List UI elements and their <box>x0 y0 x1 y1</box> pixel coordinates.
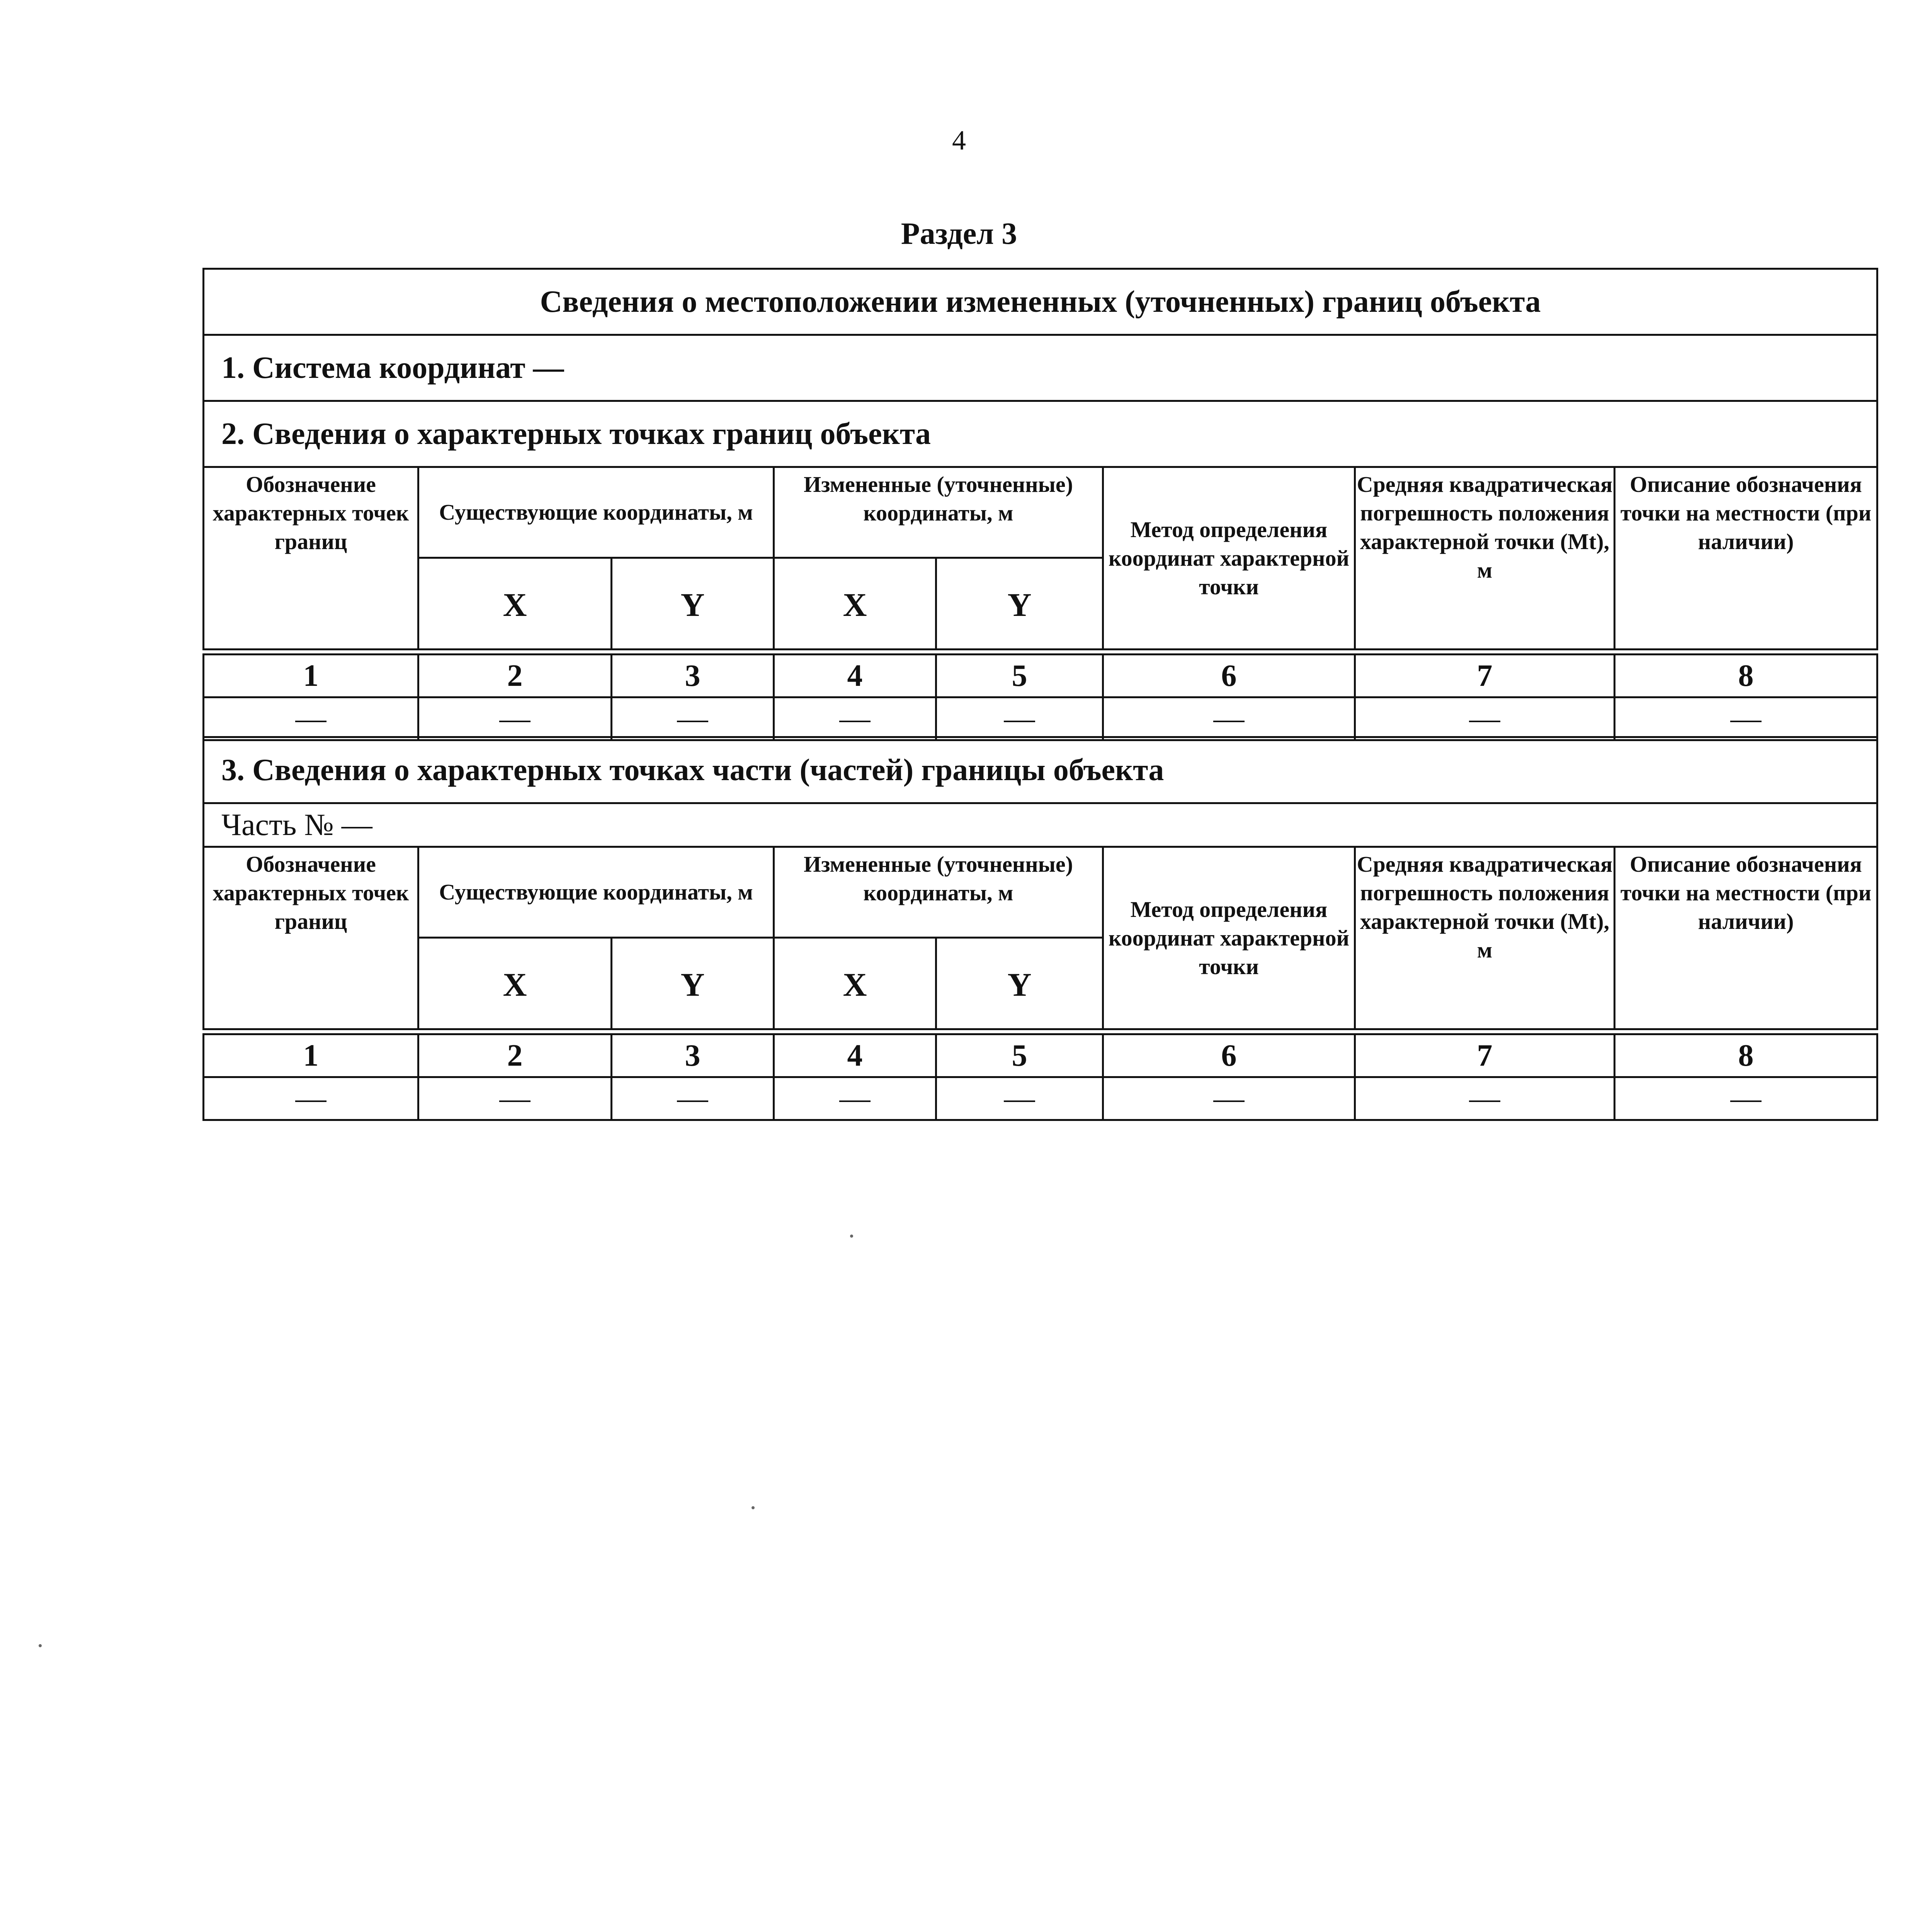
column-number: 3 <box>612 1034 774 1077</box>
table-cell: — <box>774 697 936 740</box>
table-cell: — <box>1355 1077 1615 1120</box>
table-cell: — <box>418 697 612 740</box>
column-number: 1 <box>204 655 418 697</box>
part3-title: 3. Сведения о характерных точках части (частей) границы объекта <box>204 737 1877 803</box>
header-changed-coords: Измененные (уточненные) координаты, м <box>774 847 1103 938</box>
table-cell: — <box>1103 1077 1355 1120</box>
part-points-table <box>202 736 1878 1121</box>
column-number: 8 <box>1615 655 1877 697</box>
table-cell: — <box>612 697 774 740</box>
column-number: 2 <box>418 655 612 697</box>
column-number: 4 <box>774 1034 936 1077</box>
column-number: 3 <box>612 655 774 697</box>
header-changed-x: X <box>774 558 936 650</box>
table-cell: — <box>936 1077 1103 1120</box>
part-number: Часть № — <box>204 803 1877 847</box>
column-number: 2 <box>418 1034 612 1077</box>
header-method: Метод определения координат характерной точки <box>1103 467 1355 650</box>
boundary-points-table <box>202 268 1878 741</box>
header-point-designation: Обозначение характерных точек границ <box>204 847 418 1029</box>
table-title: Сведения о местоположении измененных (уточненных) границ объекта <box>204 269 1877 335</box>
table-cell: — <box>1355 697 1615 740</box>
column-number: 4 <box>774 655 936 697</box>
column-number: 6 <box>1103 1034 1355 1077</box>
column-number-row <box>204 1034 1877 1077</box>
header-description: Описание обозначения точки на местности (при наличии) <box>1615 467 1877 650</box>
table-cell: — <box>1615 697 1877 740</box>
header-existing-coords: Существующие координаты, м <box>418 847 774 938</box>
table-cell: — <box>612 1077 774 1120</box>
table-row <box>204 697 1877 740</box>
header-changed-y: Y <box>936 938 1103 1029</box>
header-existing-y: Y <box>612 558 774 650</box>
header-existing-x: X <box>418 558 612 650</box>
page-number: 4 <box>952 125 966 156</box>
header-existing-coords: Существующие координаты, м <box>418 467 774 558</box>
column-number: 1 <box>204 1034 418 1077</box>
header-existing-y: Y <box>612 938 774 1029</box>
header-error: Средняя квадратическая погрешность положения характерной точки (Mt), м <box>1355 847 1615 1029</box>
table-cell: — <box>1103 697 1355 740</box>
table-cell: — <box>1615 1077 1877 1120</box>
table-cell: — <box>418 1077 612 1120</box>
column-number-row <box>204 655 1877 697</box>
header-error: Средняя квадратическая погрешность положения характерной точки (Mt), м <box>1355 467 1615 650</box>
header-method: Метод определения координат характерной точки <box>1103 847 1355 1029</box>
header-changed-y: Y <box>936 558 1103 650</box>
header-existing-x: X <box>418 938 612 1029</box>
column-number: 5 <box>936 655 1103 697</box>
column-number: 7 <box>1355 655 1615 697</box>
scan-speck <box>752 1506 755 1509</box>
header-changed-x: X <box>774 938 936 1029</box>
row-divider <box>204 650 1877 655</box>
table-cell: — <box>774 1077 936 1120</box>
header-changed-coords: Измененные (уточненные) координаты, м <box>774 467 1103 558</box>
column-number: 7 <box>1355 1034 1615 1077</box>
section-title: Раздел 3 <box>901 217 1017 251</box>
column-number: 6 <box>1103 655 1355 697</box>
scan-speck <box>850 1235 853 1238</box>
scan-speck <box>39 1644 42 1647</box>
table-row <box>204 1077 1877 1120</box>
table-cell: — <box>204 697 418 740</box>
header-description: Описание обозначения точки на местности (при наличии) <box>1615 847 1877 1029</box>
column-number: 8 <box>1615 1034 1877 1077</box>
row-divider <box>204 1029 1877 1034</box>
coordinate-system: 1. Система координат — <box>204 335 1877 401</box>
column-number: 5 <box>936 1034 1103 1077</box>
part2-title: 2. Сведения о характерных точках границ объекта <box>204 401 1877 467</box>
header-point-designation: Обозначение характерных точек границ <box>204 467 418 650</box>
table-cell: — <box>936 697 1103 740</box>
table-cell: — <box>204 1077 418 1120</box>
